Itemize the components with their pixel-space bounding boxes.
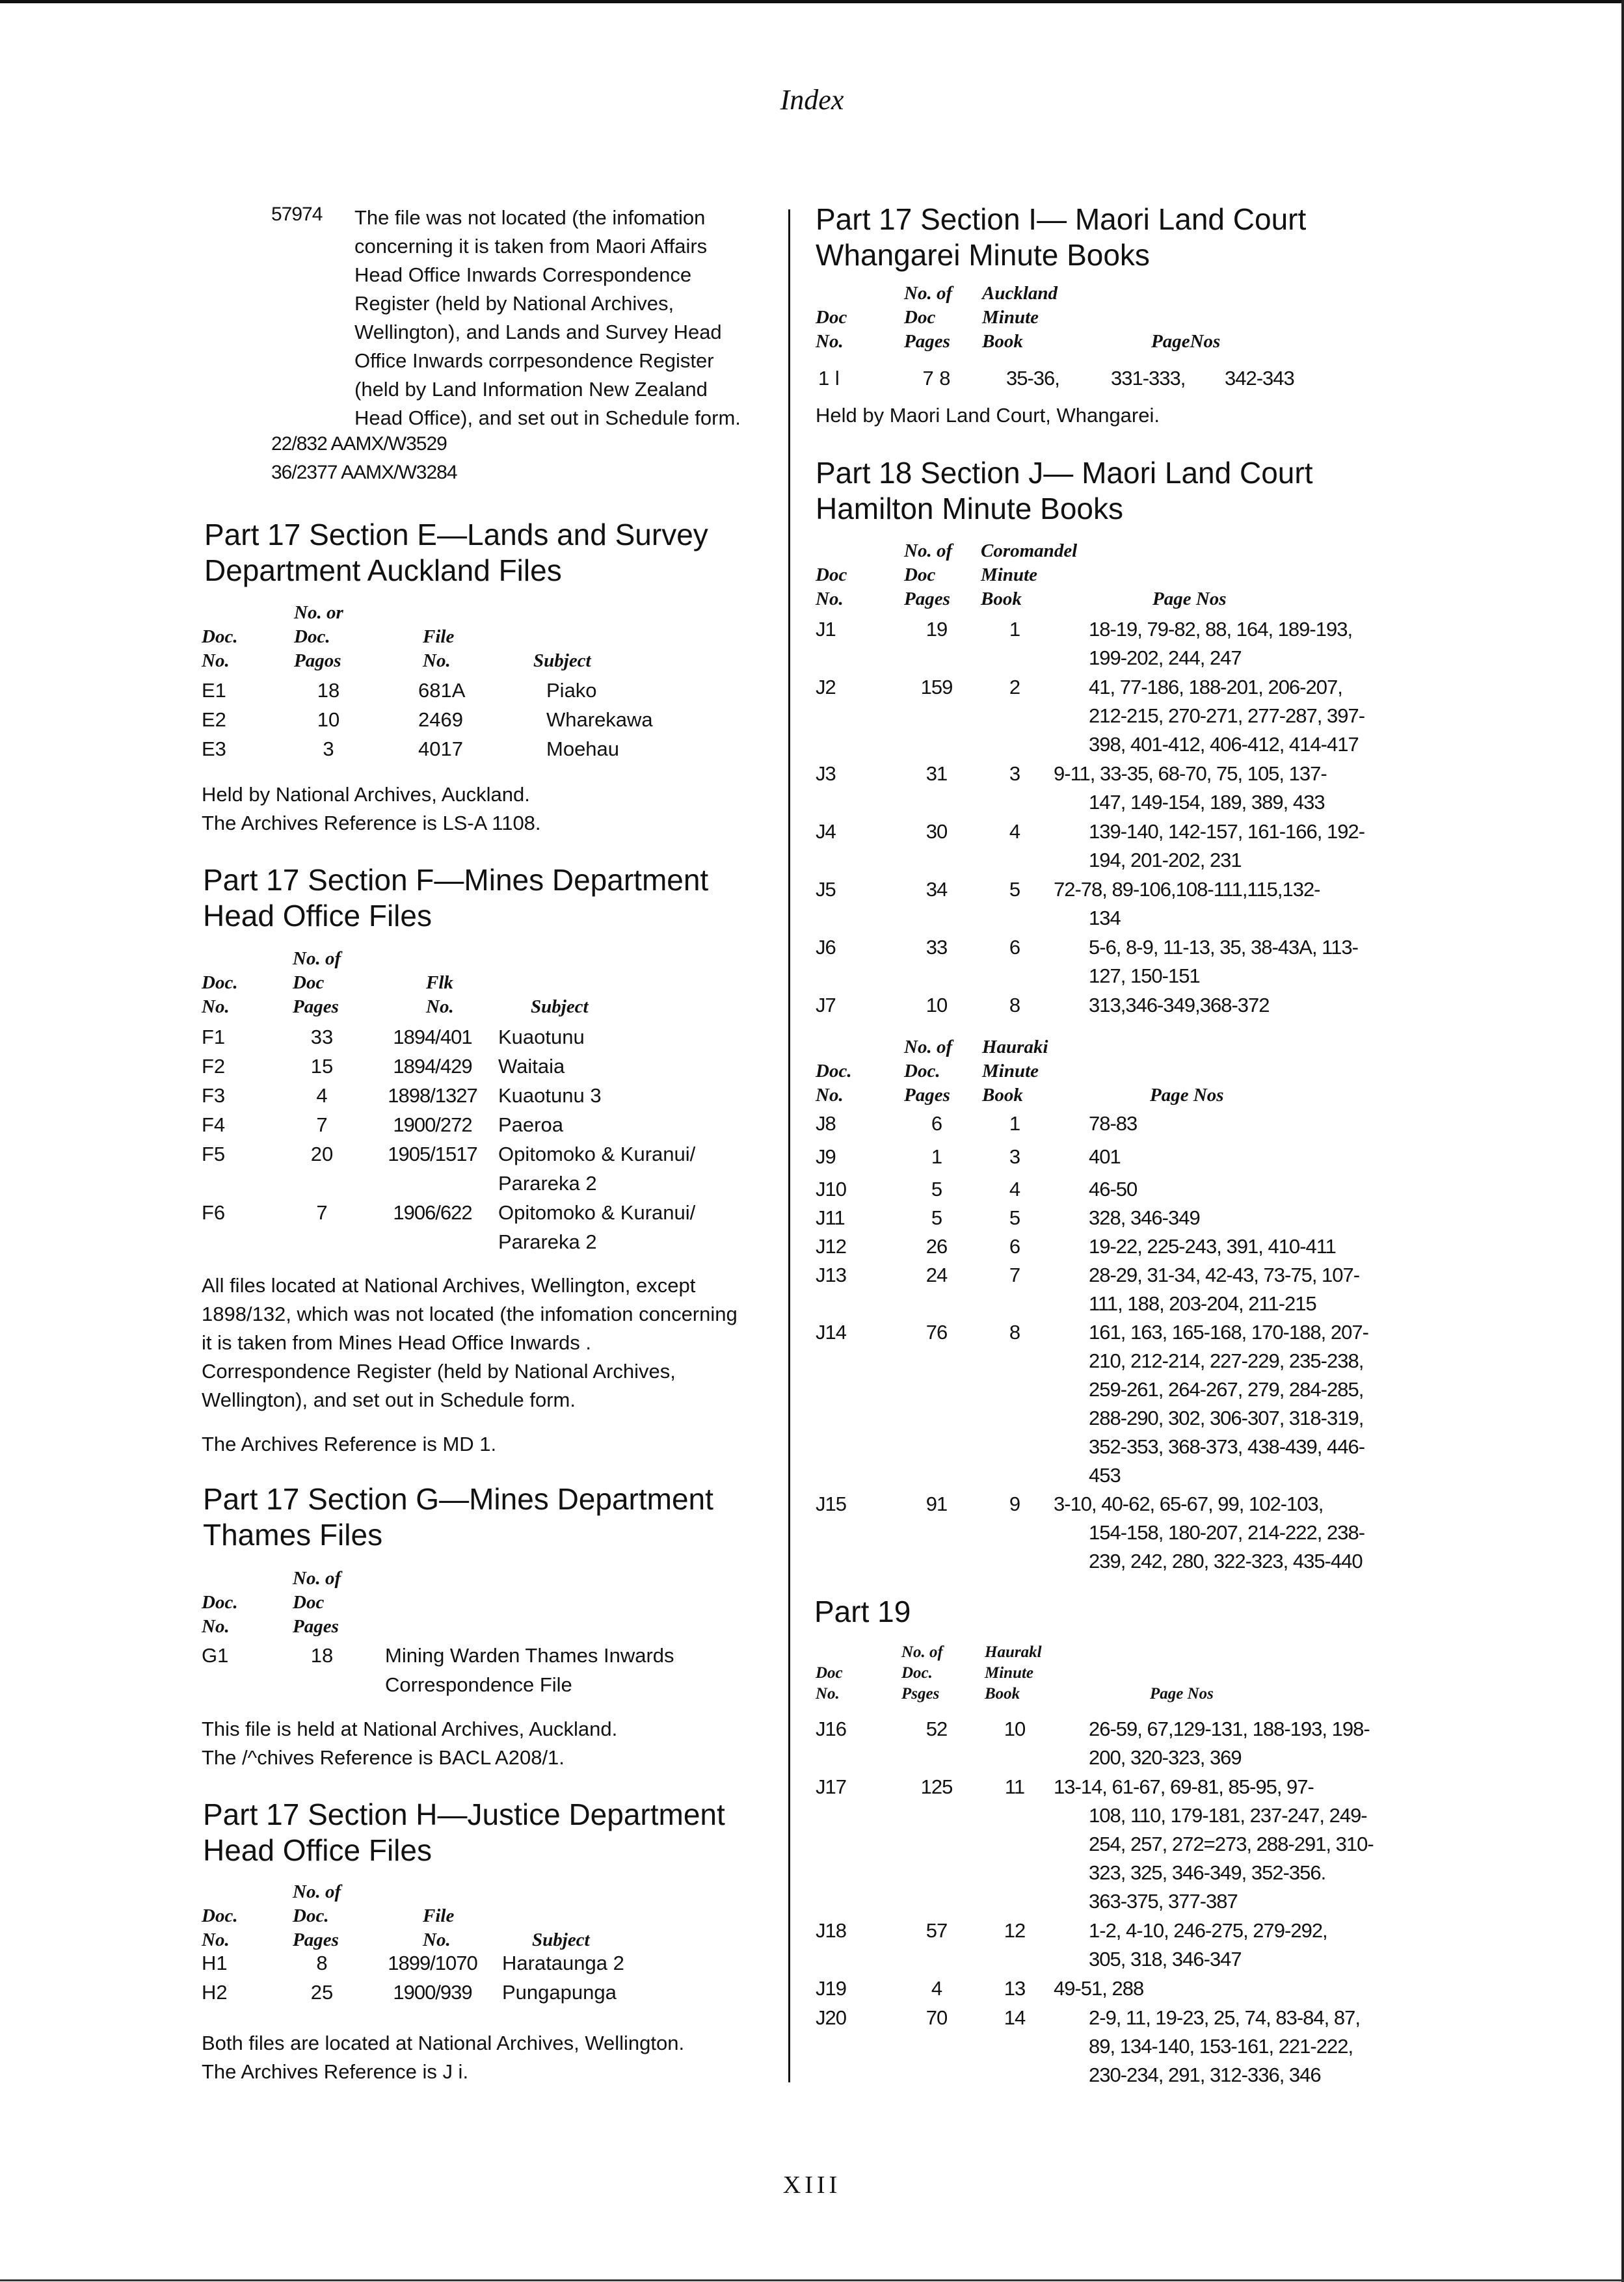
page-nos-line: 2-9, 11, 19-23, 25, 74, 83-84, 87, bbox=[1089, 2006, 1360, 2029]
col-header-doc-no: Doc No. bbox=[816, 1664, 843, 1703]
minute-book: 6 bbox=[1009, 936, 1020, 959]
doc-no: J19 bbox=[816, 1977, 846, 2000]
doc-no: J12 bbox=[816, 1235, 846, 1258]
page-nos-line: 72-78, 89-106,108-111,115,132- bbox=[1054, 878, 1320, 901]
note-line: Wellington), and set out in Schedule form. bbox=[202, 1388, 576, 1411]
col-header-pages: No. of Doc Pages bbox=[293, 1568, 341, 1637]
table-row bbox=[813, 875, 1385, 933]
minute-book: 2 bbox=[1009, 676, 1020, 698]
section-f-notes bbox=[202, 1271, 738, 1414]
table-row: F3 4 1898/1327 Kuaotunu 3 bbox=[202, 1084, 602, 1107]
doc-pages: 159 bbox=[920, 676, 953, 698]
section-e-table bbox=[202, 676, 774, 764]
page-nos-line: 139-140, 142-157, 161-166, 192- bbox=[1089, 820, 1365, 843]
table-row: G1 18 Mining Warden Thames Inwards Correspondence File bbox=[202, 1644, 674, 1696]
section-i-heading bbox=[816, 202, 1306, 273]
page-nos-line: 352-353, 368-373, 438-439, 446- bbox=[1089, 1435, 1365, 1458]
table-row bbox=[813, 1232, 1385, 1261]
minute-book: 13 bbox=[1004, 1977, 1026, 2000]
doc-pages: 5 bbox=[931, 1206, 942, 1229]
col-header-pages: No. of Doc Pages bbox=[904, 283, 953, 352]
doc-no: J18 bbox=[816, 1919, 846, 1942]
page-nos-line: 328, 346-349 bbox=[1089, 1206, 1200, 1229]
table-row bbox=[813, 1974, 1385, 2004]
doc-pages: 57 bbox=[925, 1919, 948, 1942]
intro-number: 57974 bbox=[271, 204, 323, 225]
table-row bbox=[813, 1715, 1385, 1773]
heading-line: Thames Files bbox=[203, 1518, 383, 1552]
doc-no: J10 bbox=[816, 1178, 846, 1201]
page-nos-line: 26-59, 67,129-131, 188-193, 198- bbox=[1089, 1718, 1370, 1740]
page-nos-line: 9-11, 33-35, 68-70, 75, 105, 137- bbox=[1054, 762, 1327, 785]
doc-no: J5 bbox=[816, 878, 836, 901]
doc-pages: 5 bbox=[931, 1178, 942, 1201]
table-row: F1 33 1894/401 Kuaotunu bbox=[202, 1026, 585, 1048]
section-g-notes bbox=[202, 1715, 617, 1772]
col-header-subject: Subject bbox=[531, 996, 589, 1017]
doc-no: J7 bbox=[816, 994, 836, 1016]
doc-no: J16 bbox=[816, 1718, 846, 1740]
col-header-file-no: File No. bbox=[423, 626, 455, 671]
page-nos-line: 254, 257, 272=273, 288-291, 310- bbox=[1089, 1833, 1374, 1855]
doc-no: J1 bbox=[816, 618, 836, 641]
minute-book: 9 bbox=[1009, 1493, 1020, 1515]
minute-book: 1 bbox=[1009, 618, 1020, 641]
table-row bbox=[813, 615, 1385, 673]
note-line: This file is held at National Archives, Auckland. bbox=[202, 1718, 618, 1740]
heading-line: Part 17 Section E—Lands and Survey bbox=[204, 518, 708, 551]
page-nos-line: 398, 401-412, 406-412, 414-417 bbox=[1089, 733, 1359, 756]
table-row: H1 8 1899/1070 Harataunga 2 bbox=[202, 1952, 624, 1974]
intro-line: concerning it is taken from Maori Affairs bbox=[354, 235, 708, 258]
minute-book: 4 bbox=[1009, 1178, 1020, 1201]
page-nos-line: 161, 163, 165-168, 170-188, 207- bbox=[1089, 1321, 1368, 1344]
doc-pages: 26 bbox=[925, 1235, 948, 1258]
page-nos-line: 239, 242, 280, 322-323, 435-440 bbox=[1089, 1550, 1363, 1572]
column-divider bbox=[788, 209, 790, 2082]
page-nos-line: 288-290, 302, 306-307, 318-319, bbox=[1089, 1407, 1364, 1429]
table-row bbox=[813, 1261, 1385, 1318]
minute-book: 3 bbox=[1009, 762, 1020, 785]
heading-line: Part 17 Section H—Justice Department bbox=[203, 1798, 725, 1831]
note-line: 1898/132, which was not located (the infomation concerning bbox=[202, 1303, 738, 1325]
section-f-table bbox=[202, 1023, 774, 1257]
page-nos-line: 1-2, 4-10, 246-275, 279-292, bbox=[1089, 1919, 1327, 1942]
col-header-subject: Subject bbox=[533, 650, 591, 671]
doc-no: J4 bbox=[816, 820, 836, 843]
page-nos-line: 200, 320-323, 369 bbox=[1089, 1746, 1242, 1769]
col-header-file-no: File No. bbox=[423, 1905, 455, 1950]
col-header-pages: No. of Doc. Psges bbox=[901, 1643, 943, 1703]
intro-line: Wellington), and Lands and Survey Head bbox=[354, 321, 722, 343]
running-head: Index bbox=[780, 84, 844, 116]
page-nos-line: 49-51, 288 bbox=[1054, 1977, 1144, 2000]
page-nos-line: 212-215, 270-271, 277-287, 397- bbox=[1089, 704, 1365, 727]
table-row: H2 25 1900/939 Pungapunga bbox=[202, 1981, 617, 2004]
note-line: The Archives Reference is LS-A 1108. bbox=[202, 812, 541, 834]
page-number: XIII bbox=[782, 2171, 842, 2199]
intro-ref: 22/832 AAMX/W3529 bbox=[271, 433, 447, 455]
page-nos-line: 89, 134-140, 153-161, 221-222, bbox=[1089, 2035, 1353, 2058]
table-row: E1 18 681A Piako bbox=[202, 679, 597, 702]
intro-text bbox=[354, 204, 741, 432]
doc-no: J13 bbox=[816, 1264, 846, 1286]
heading-line: Head Office Files bbox=[203, 899, 432, 933]
doc-pages: 52 bbox=[925, 1718, 948, 1740]
minute-book: 8 bbox=[1009, 1321, 1020, 1344]
section-j-hauraki-table bbox=[813, 1109, 1385, 1576]
table-row bbox=[813, 1109, 1385, 1143]
col-header-page-nos: Page Nos bbox=[1152, 589, 1227, 609]
doc-no: J2 bbox=[816, 676, 836, 698]
minute-book: 10 bbox=[1004, 1718, 1026, 1740]
page-nos-line: 127, 150-151 bbox=[1089, 964, 1200, 987]
page-nos-line: 13-14, 61-67, 69-81, 85-95, 97- bbox=[1054, 1775, 1314, 1798]
col-header-page-nos: Page Nos bbox=[1150, 1085, 1224, 1106]
section-j-heading bbox=[816, 455, 1312, 527]
doc-pages: 91 bbox=[925, 1493, 948, 1515]
page-nos-line: 78-83 bbox=[1089, 1112, 1138, 1135]
page-nos-line: 28-29, 31-34, 42-43, 73-75, 107- bbox=[1089, 1264, 1360, 1286]
doc-no: J15 bbox=[816, 1493, 846, 1515]
section-e-notes bbox=[202, 780, 541, 838]
section-g-table bbox=[202, 1641, 774, 1700]
minute-book: 5 bbox=[1009, 1206, 1020, 1229]
page-nos-line: 46-50 bbox=[1089, 1178, 1138, 1201]
page-nos-line: 41, 77-186, 188-201, 206-207, bbox=[1089, 676, 1342, 698]
doc-no: J17 bbox=[816, 1775, 846, 1798]
col-header-pages: No. of Doc. Pages bbox=[904, 1037, 953, 1106]
minute-book: 5 bbox=[1009, 878, 1020, 901]
page-nos-line: 210, 212-214, 227-229, 235-238, bbox=[1089, 1349, 1364, 1372]
minute-book: 1 bbox=[1009, 1112, 1020, 1135]
table-row: F2 15 1894/429 Waitaia bbox=[202, 1055, 565, 1078]
table-row: 1 l 7 8 35-36, 331-333, 342-343 bbox=[818, 367, 1294, 390]
doc-pages: 33 bbox=[925, 936, 948, 959]
doc-no: J6 bbox=[816, 936, 836, 959]
table-row bbox=[813, 991, 1385, 1020]
col-header-doc-no: Doc. No. bbox=[202, 972, 238, 1017]
note-line: it is taken from Mines Head Office Inwards . bbox=[202, 1331, 591, 1354]
heading-line: Part 18 Section J— Maori Land Court bbox=[816, 456, 1313, 490]
col-header-book: Haurakl Minute Book bbox=[985, 1643, 1042, 1703]
note-line: Correspondence Register (held by National Archives, bbox=[202, 1360, 676, 1383]
table-row: E3 3 4017 Moehau bbox=[202, 737, 620, 760]
page-nos-line: 199-202, 244, 247 bbox=[1089, 646, 1242, 669]
table-row bbox=[813, 817, 1385, 875]
note-line: Both files are located at National Archives, Wellington. bbox=[202, 2032, 685, 2054]
part-19-heading: Part 19 bbox=[814, 1595, 911, 1628]
col-header-doc-no: Doc. No. bbox=[816, 1061, 852, 1106]
intro-line: Office Inwards corrpesondence Register bbox=[354, 349, 714, 372]
bottom-border bbox=[0, 2279, 1624, 2281]
table-row: F6 7 1906/622 Opitomoko & Kuranui/ Parareka 2 bbox=[202, 1201, 696, 1253]
section-f-heading bbox=[203, 862, 708, 934]
minute-book: 6 bbox=[1009, 1235, 1020, 1258]
col-header-doc-no: Doc No. bbox=[816, 307, 847, 352]
section-i-table bbox=[813, 364, 1385, 393]
page-nos-line: 3-10, 40-62, 65-67, 99, 102-103, bbox=[1054, 1493, 1324, 1515]
section-h-table bbox=[202, 1949, 774, 2008]
doc-pages: 125 bbox=[920, 1775, 953, 1798]
minute-book: 14 bbox=[1004, 2006, 1026, 2029]
table-row bbox=[813, 1917, 1385, 1974]
page-nos-line: 108, 110, 179-181, 237-247, 249- bbox=[1089, 1804, 1367, 1827]
doc-no: J14 bbox=[816, 1321, 846, 1344]
section-f-ref: The Archives Reference is MD 1. bbox=[202, 1433, 497, 1455]
page-nos-line: 154-158, 180-207, 214-222, 238- bbox=[1089, 1521, 1365, 1544]
table-row bbox=[813, 1490, 1385, 1576]
section-j-coromandel-table bbox=[813, 615, 1385, 1020]
doc-no: J9 bbox=[816, 1145, 836, 1168]
section-g-heading bbox=[203, 1481, 713, 1553]
section-e-heading bbox=[204, 517, 708, 589]
table-row bbox=[813, 2004, 1385, 2090]
table-row bbox=[813, 1318, 1385, 1490]
col-header-page-nos: PageNos bbox=[1151, 331, 1221, 352]
col-header-pages: No. or Doc. Pagos bbox=[294, 602, 343, 671]
table-row: E2 10 2469 Wharekawa bbox=[202, 708, 653, 731]
intro-line: The file was not located (the infomation bbox=[354, 206, 706, 229]
doc-pages: 6 bbox=[931, 1112, 942, 1135]
doc-no: J11 bbox=[816, 1206, 845, 1229]
page-nos-line: 111, 188, 203-204, 211-215 bbox=[1089, 1292, 1316, 1315]
doc-no: J20 bbox=[816, 2006, 846, 2029]
heading-line: Department Auckland Files bbox=[204, 553, 562, 587]
intro-line: Register (held by National Archives, bbox=[354, 292, 674, 315]
page-nos-line: 305, 318, 346-347 bbox=[1089, 1948, 1242, 1970]
doc-pages: 31 bbox=[925, 762, 948, 785]
doc-pages: 70 bbox=[925, 2006, 948, 2029]
col-header-pages: No. of Doc Pages bbox=[904, 540, 953, 609]
table-row: F5 20 1905/1517 Opitomoko & Kuranui/ Parareka 2 bbox=[202, 1143, 696, 1195]
page-nos-line: 194, 201-202, 231 bbox=[1089, 849, 1242, 871]
doc-pages: 34 bbox=[925, 878, 948, 901]
col-header-doc-no: Doc. No. bbox=[202, 626, 238, 671]
page-nos-line: 134 bbox=[1089, 907, 1121, 929]
col-header-subject: Subject bbox=[532, 1930, 590, 1950]
heading-line: Part 17 Section G—Mines Department bbox=[203, 1482, 713, 1516]
section-h-notes bbox=[202, 2029, 684, 2086]
intro-line: Head Office), and set out in Schedule form. bbox=[354, 406, 741, 429]
part-19-table bbox=[813, 1715, 1385, 2090]
col-header-doc-no: Doc. No. bbox=[202, 1592, 238, 1637]
intro-line: Head Office Inwards Correspondence bbox=[354, 263, 692, 286]
page-nos-line: 5-6, 8-9, 11-13, 35, 38-43A, 113- bbox=[1089, 936, 1358, 959]
doc-pages: 10 bbox=[925, 994, 948, 1016]
page-nos-line: 230-234, 291, 312-336, 346 bbox=[1089, 2063, 1321, 2086]
table-row bbox=[813, 673, 1385, 760]
doc-no: J8 bbox=[816, 1112, 836, 1135]
table-row bbox=[813, 1204, 1385, 1232]
intro-line: (held by Land Information New Zealand bbox=[354, 378, 708, 401]
minute-book: 11 bbox=[1004, 1775, 1025, 1798]
intro-ref: 36/2377 AAMX/W3284 bbox=[271, 462, 457, 483]
doc-pages: 30 bbox=[925, 820, 948, 843]
section-i-note: Held by Maori Land Court, Whangarei. bbox=[816, 404, 1160, 427]
note-line: The Archives Reference is J i. bbox=[202, 2060, 469, 2083]
table-row: F4 7 1900/272 Paeroa bbox=[202, 1113, 563, 1136]
col-header-book: Auckland Minute Book bbox=[982, 283, 1058, 352]
page-nos-line: 363-375, 377-387 bbox=[1089, 1890, 1238, 1913]
doc-pages: 1 bbox=[931, 1145, 942, 1168]
minute-book: 12 bbox=[1004, 1919, 1026, 1942]
col-header-page-nos: Page Nos bbox=[1150, 1685, 1214, 1703]
col-header-pages: No. of Doc Pages bbox=[293, 948, 341, 1017]
minute-book: 7 bbox=[1009, 1264, 1020, 1286]
heading-line: Part 17 Section F—Mines Department bbox=[203, 863, 709, 897]
page-nos-line: 18-19, 79-82, 88, 164, 189-193, bbox=[1089, 618, 1353, 641]
top-border bbox=[0, 0, 1624, 3]
page-nos-line: 323, 325, 346-349, 352-356. bbox=[1089, 1861, 1326, 1884]
doc-pages: 19 bbox=[925, 618, 948, 641]
minute-book: 3 bbox=[1009, 1145, 1020, 1168]
table-row bbox=[813, 933, 1385, 991]
doc-pages: 24 bbox=[925, 1264, 948, 1286]
col-header-pages: No. of Doc. Pages bbox=[293, 1881, 341, 1950]
table-row bbox=[813, 1143, 1385, 1175]
doc-no: J3 bbox=[816, 762, 836, 785]
col-header-book: Hauraki Minute Book bbox=[982, 1037, 1048, 1106]
doc-pages: 76 bbox=[925, 1321, 948, 1344]
page-nos-line: 453 bbox=[1089, 1464, 1121, 1487]
section-h-heading bbox=[203, 1797, 725, 1868]
col-header-file-no: Flk No. bbox=[426, 972, 454, 1017]
page-nos-line: 313,346-349,368-372 bbox=[1089, 994, 1270, 1016]
heading-line: Head Office Files bbox=[203, 1833, 432, 1867]
note-line: Held by National Archives, Auckland. bbox=[202, 783, 530, 806]
table-row bbox=[813, 760, 1385, 817]
minute-book: 4 bbox=[1009, 820, 1020, 843]
page-nos-line: 259-261, 264-267, 279, 284-285, bbox=[1089, 1378, 1364, 1401]
col-header-doc-no: Doc No. bbox=[816, 564, 847, 609]
table-row bbox=[813, 1175, 1385, 1204]
right-border bbox=[1621, 0, 1624, 2282]
col-header-book: Coromandel Minute Book bbox=[981, 540, 1078, 609]
table-row bbox=[813, 1773, 1385, 1917]
note-line: All files located at National Archives, Wellington, except bbox=[202, 1274, 696, 1297]
heading-line: Hamilton Minute Books bbox=[816, 492, 1123, 525]
doc-pages: 4 bbox=[931, 1977, 942, 2000]
minute-book: 8 bbox=[1009, 994, 1020, 1016]
page-nos-line: 147, 149-154, 189, 389, 433 bbox=[1089, 791, 1325, 814]
heading-line: Whangarei Minute Books bbox=[816, 238, 1150, 272]
heading-line: Part 17 Section I— Maori Land Court bbox=[816, 202, 1307, 236]
note-line: The /^chives Reference is BACL A208/1. bbox=[202, 1746, 565, 1769]
page-nos-line: 19-22, 225-243, 391, 410-411 bbox=[1089, 1235, 1336, 1258]
page-nos-line: 401 bbox=[1089, 1145, 1121, 1168]
col-header-doc-no: Doc. No. bbox=[202, 1905, 238, 1950]
